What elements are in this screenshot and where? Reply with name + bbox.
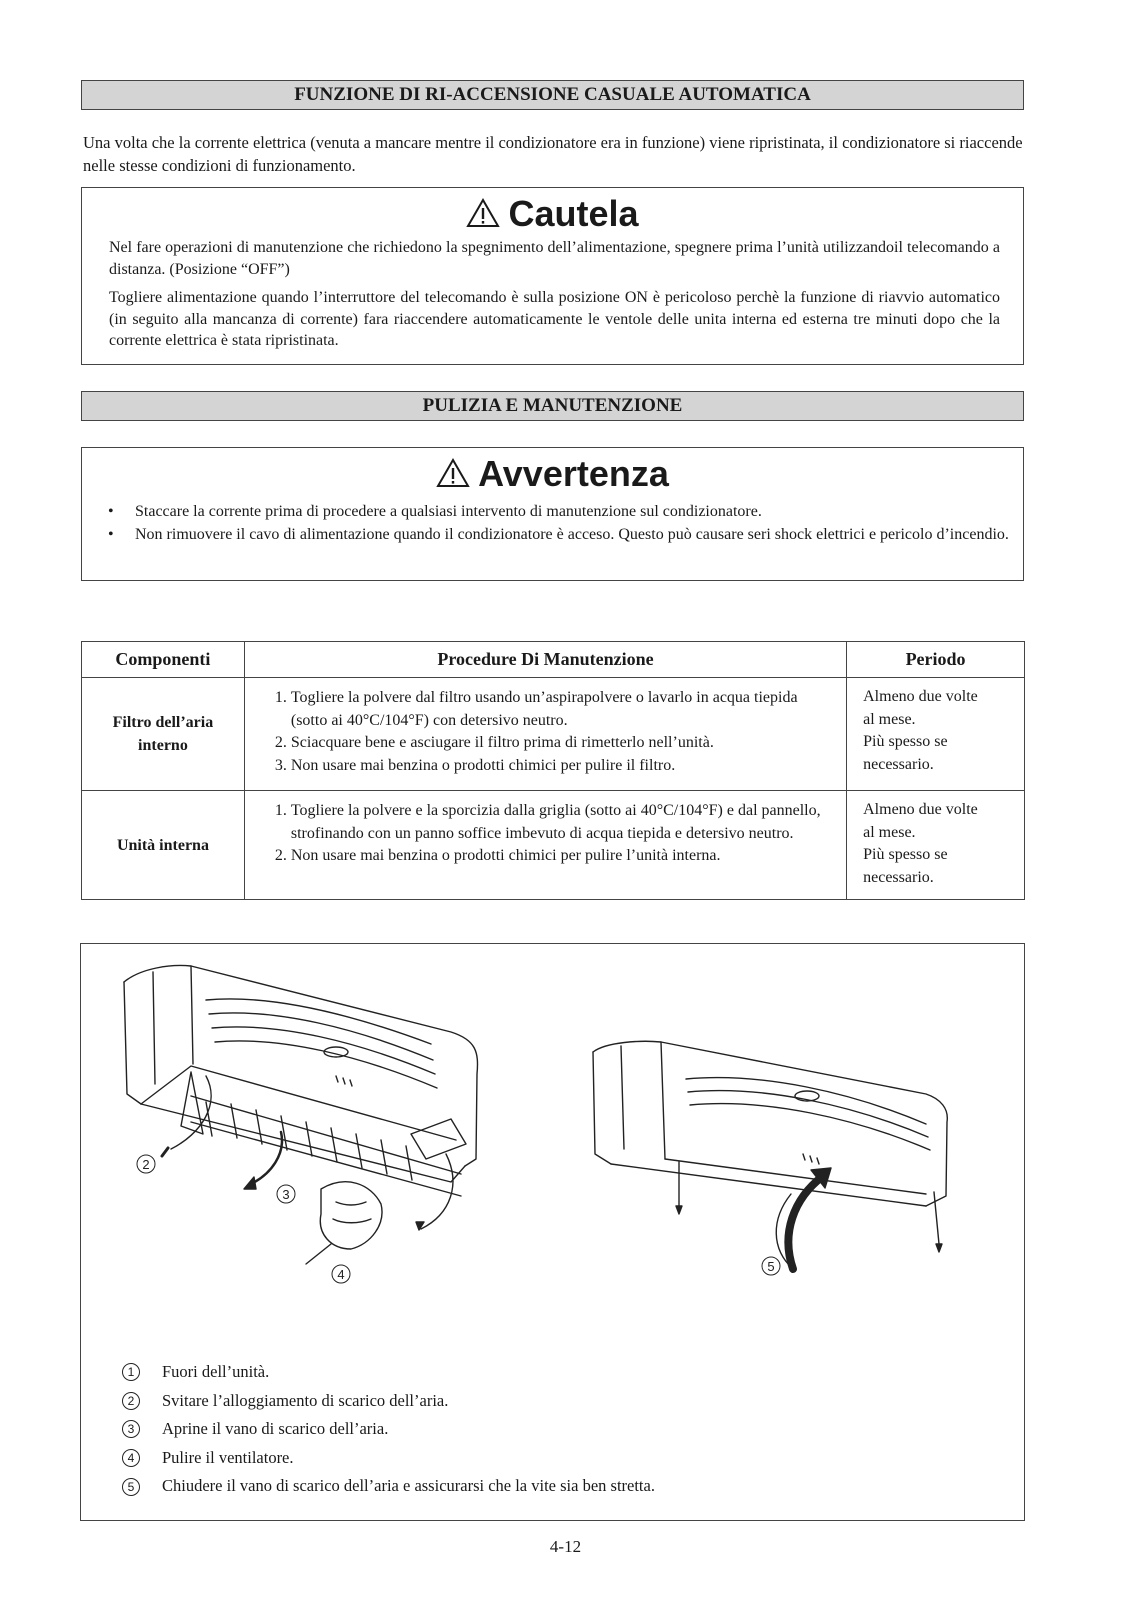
legend-item <box>122 1472 655 1501</box>
legend-item <box>122 1415 655 1444</box>
table-row <box>82 791 1025 900</box>
procedure-step: 3. Non usare mai benzina o prodotti chimici per pulire il filtro. <box>291 755 833 778</box>
callout-label: 4 <box>337 1267 345 1282</box>
caution-paragraph-1: Nel fare operazioni di manutenzione che richiedono la spegnimento dell’alimentazione, spegnere prima l’unità utilizzandoil telecomando a distanza. (Posizione “OFF”) <box>109 239 1000 278</box>
page-number: 4-12 <box>549 1537 582 1556</box>
caution-box <box>81 187 1024 365</box>
warning-triangle-icon <box>436 458 470 488</box>
callout-4 <box>332 1265 350 1283</box>
caution-title-text: Cautela <box>508 193 639 234</box>
callout-label: 3 <box>282 1187 290 1202</box>
section-title-auto-restart: FUNZIONE DI RI-ACCENSIONE CASUALE AUTOMATICA <box>81 80 1024 110</box>
procedure-cell <box>244 678 846 791</box>
component-name: Filtro dell’aria interno <box>112 714 214 754</box>
period-line: necessario. <box>863 868 934 886</box>
callout-2 <box>137 1155 155 1173</box>
procedure-step: 1. Togliere la polvere e la sporcizia dalla griglia (sotto ai 40°C/104°F) e dal pannello, strofinando con un panno soffice imbevuto di acqua tiepida e detersivo neutro. <box>291 800 833 845</box>
component-name: Unità interna <box>116 836 209 854</box>
warning-box <box>81 447 1024 581</box>
period-line: al mese. <box>863 710 916 728</box>
legend-text: Pulire il ventilatore. <box>162 1447 294 1467</box>
warning-title <box>82 454 1023 494</box>
period-line: Più spesso se <box>863 733 948 750</box>
legend-text: Chiudere il vano di scarico dell’aria e assicurarsi che la vite sia ben stretta. <box>162 1476 655 1496</box>
period-line: necessario. <box>863 755 934 773</box>
warning-item: • Staccare la corrente prima di procedere a qualsiasi intervento di manutenzione sul condizionatore. <box>82 500 1023 523</box>
procedure-step: 2. Sciacquare bene e asciugare il filtro prima di rimetterlo nell’unità. <box>291 732 833 755</box>
illustration-box <box>80 943 1025 1521</box>
indoor-unit-closed-illustration <box>593 1041 947 1269</box>
header-period: Periodo <box>847 642 1025 678</box>
table-header-row <box>82 642 1025 678</box>
caution-title <box>82 194 1023 234</box>
callout-3 <box>277 1185 295 1203</box>
legend-text: Svitare l’alloggiamento di scarico dell’aria. <box>162 1390 449 1410</box>
callout-5 <box>762 1257 780 1275</box>
warning-title-text: Avvertenza <box>478 453 669 494</box>
header-components: Componenti <box>82 642 245 678</box>
legend-item <box>122 1387 655 1416</box>
legend-item <box>122 1358 655 1387</box>
warning-triangle-icon <box>466 198 500 228</box>
table-row <box>82 678 1025 791</box>
period-cell <box>847 678 1025 791</box>
procedure-step: 1. Togliere la polvere dal filtro usando un’aspirapolvere o lavarlo in acqua tiepida (sotto ai 40°C/104°F) con detersivo neutro. <box>291 687 833 732</box>
period-cell <box>847 791 1025 900</box>
legend-item <box>122 1444 655 1473</box>
legend-number: 2 <box>122 1392 140 1410</box>
legend-number: 1 <box>122 1363 140 1381</box>
callout-label: 2 <box>142 1157 150 1172</box>
period-line: Più spesso se <box>863 846 948 863</box>
period-line: Almeno due volte <box>863 688 978 705</box>
legend-number: 3 <box>122 1420 140 1438</box>
section-title-cleaning: PULIZIA E MANUTENZIONE <box>81 391 1024 421</box>
header-procedures: Procedure Di Manutenzione <box>244 642 846 678</box>
legend-text: Fuori dell’unità. <box>162 1362 270 1381</box>
indoor-unit-open-illustration <box>124 966 478 1264</box>
legend-number: 4 <box>122 1449 140 1467</box>
period-line: al mese. <box>863 823 916 841</box>
warning-list <box>82 500 1023 546</box>
caution-paragraph-2: Togliere alimentazione quando l’interruttore del telecomando è sulla posizione ON è pericoloso perchè la funzione di riavvio automatico (in seguito alla mancanza di corrente) fara riaccendere automaticamente le ventole delle unita interna ed esterna tre minuti dopo che la corrente elettrica è stata ripristinata. <box>109 289 1000 349</box>
maintenance-table <box>81 641 1025 900</box>
warning-item: • Non rimuovere il cavo di alimentazione quando il condizionatore è acceso. Questo può causare seri shock elettrici e pericolo d’incendio. <box>82 523 1023 546</box>
procedure-step: 2. Non usare mai benzina o prodotti chimici per pulire l’unità interna. <box>291 845 833 868</box>
component-cell <box>82 678 245 791</box>
legend-text: Aprine il vano di scarico dell’aria. <box>162 1419 389 1439</box>
component-cell <box>82 791 245 900</box>
illustration-drawing <box>81 944 1024 1344</box>
legend-number: 5 <box>122 1478 140 1496</box>
intro-paragraph: Una volta che la corrente elettrica (venuta a mancare mentre il condizionatore era in funzione) viene ripristinata, il condizionatore si riaccende nelle stesse condizioni di funzionamento. <box>83 133 1023 175</box>
procedure-cell <box>244 791 846 900</box>
illustration-legend <box>122 1358 655 1501</box>
period-line: Almeno due volte <box>863 801 978 818</box>
callout-label: 5 <box>767 1259 775 1274</box>
